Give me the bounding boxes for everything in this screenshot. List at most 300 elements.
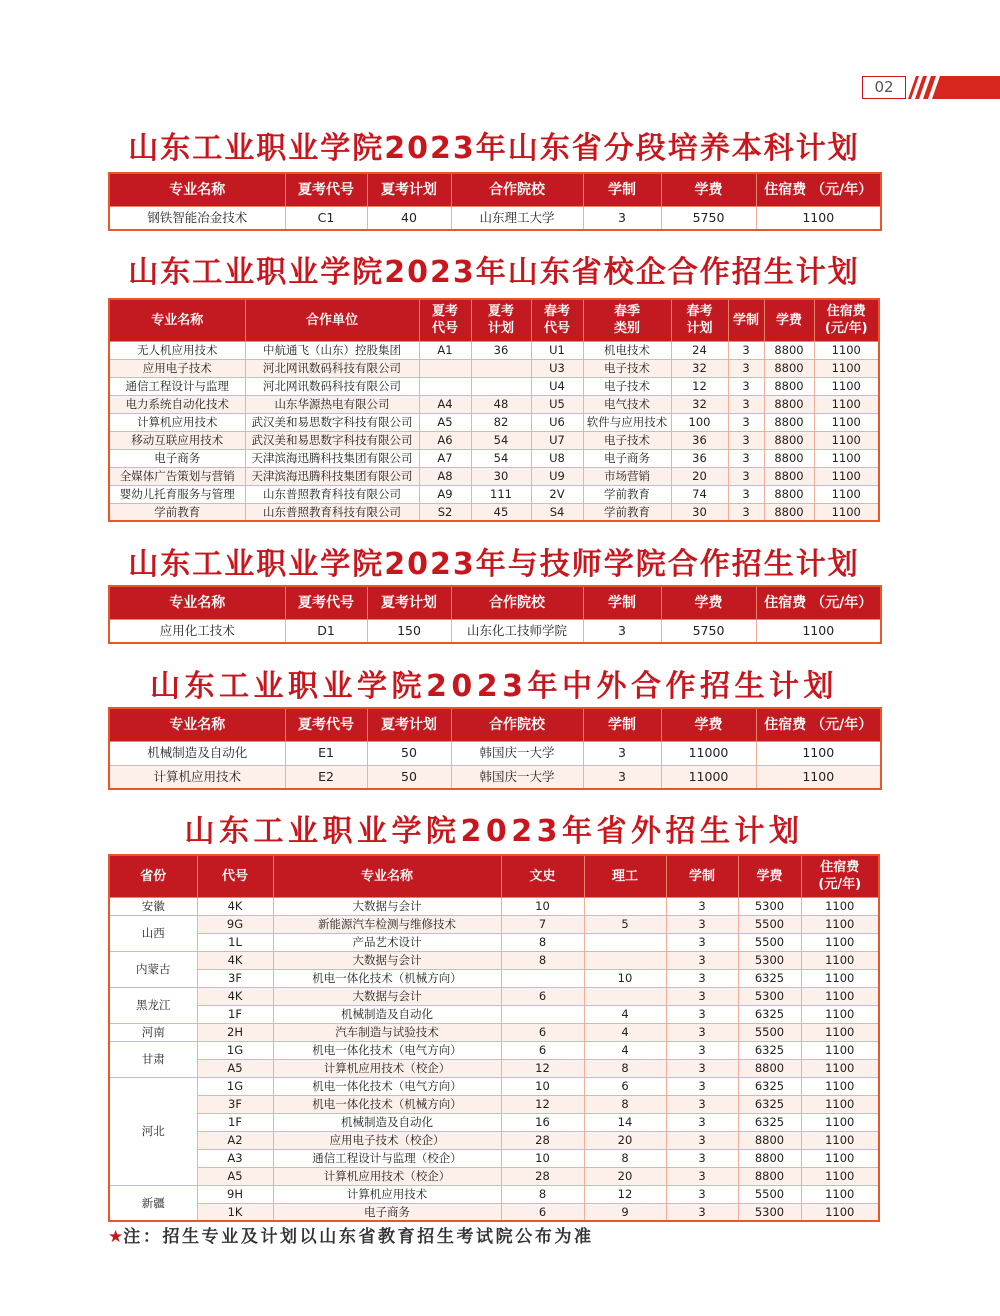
table-cell: U8 (531, 449, 583, 467)
table-row (109, 449, 879, 467)
table-cell: 1100 (756, 619, 881, 643)
table-body (109, 619, 881, 643)
table-cell: 3 (666, 915, 738, 933)
page-number: 02 (862, 76, 906, 99)
table-row (109, 1167, 879, 1185)
table-cell: 4 (584, 1005, 666, 1023)
table-cell: 计算机应用技术（校企） (273, 1059, 501, 1077)
table-cell: 机电技术 (583, 341, 671, 359)
table-cell: 3 (728, 503, 764, 521)
table-row (109, 395, 879, 413)
province-cell: 山西 (109, 915, 197, 951)
table-cell: 产品艺术设计 (273, 933, 501, 951)
table-row (109, 359, 879, 377)
table-cell: 1100 (814, 377, 879, 395)
province-cell: 河北 (109, 1077, 197, 1185)
column-header: 夏考计划 (367, 173, 451, 206)
table-cell: 3 (583, 765, 661, 789)
table-cell: 5500 (738, 933, 801, 951)
table-cell: 6325 (738, 1005, 801, 1023)
table-cell: 3 (666, 1059, 738, 1077)
table-cell: E1 (285, 741, 367, 765)
table-cell: 大数据与会计 (273, 951, 501, 969)
table-cell (419, 359, 471, 377)
table-cell: 3 (666, 1113, 738, 1131)
column-header: 合作院校 (451, 173, 583, 206)
province-cell: 内蒙古 (109, 951, 197, 987)
column-header: 夏考 计划 (471, 299, 531, 341)
footnote (108, 1227, 708, 1248)
table-cell: 36 (671, 431, 728, 449)
table-cell: 1100 (801, 1005, 879, 1023)
footnote-text: 注：招生专业及计划以山东省教育招生考试院公布为准 (123, 1227, 594, 1247)
table-cell: 6325 (738, 1077, 801, 1095)
table-cell: 8800 (764, 359, 814, 377)
table-cell: 30 (671, 503, 728, 521)
column-header: 住宿费 (元/年) (814, 299, 879, 341)
table-cell: 3 (666, 933, 738, 951)
table-cell: 电力系统自动化技术 (109, 395, 245, 413)
table-cell: 82 (471, 413, 531, 431)
table-cell: S4 (531, 503, 583, 521)
table-cell: 1F (197, 1113, 273, 1131)
header-row (109, 299, 879, 341)
table-cell: 3 (583, 619, 661, 643)
table-cell: 11000 (661, 765, 756, 789)
table-cell: 5750 (661, 206, 756, 230)
table-cell: 3 (728, 485, 764, 503)
column-header: 夏考代号 (285, 586, 367, 619)
table-cell (501, 1005, 584, 1023)
table-cell: 计算机应用技术 (109, 765, 285, 789)
table-row (109, 377, 879, 395)
table-cell: 3 (583, 206, 661, 230)
table-row (109, 951, 879, 969)
table-cell: 电子商务 (273, 1203, 501, 1221)
column-header: 合作单位 (245, 299, 419, 341)
table-cell: 无人机应用技术 (109, 341, 245, 359)
table-row (109, 987, 879, 1005)
table-cell: U4 (531, 377, 583, 395)
table-cell: 3 (666, 951, 738, 969)
table-cell: 12 (501, 1059, 584, 1077)
table-row (109, 1041, 879, 1059)
table-row (109, 1095, 879, 1113)
table-cell: 山东普照教育科技有限公司 (245, 503, 419, 521)
table-row (109, 619, 881, 643)
table-cell: 50 (367, 765, 451, 789)
table-cell: 8 (584, 1095, 666, 1113)
table-cell: 20 (671, 467, 728, 485)
table-cell: 1100 (801, 1059, 879, 1077)
table-cell: 11000 (661, 741, 756, 765)
table-cell: 山东化工技师学院 (451, 619, 583, 643)
table-cell: 28 (501, 1131, 584, 1149)
column-header: 专业名称 (273, 855, 501, 897)
table-cell: 软件与应用技术 (583, 413, 671, 431)
table-cell: 电子商务 (583, 449, 671, 467)
table-cell: 8 (501, 951, 584, 969)
table-cell: 54 (471, 449, 531, 467)
column-header: 代号 (197, 855, 273, 897)
table-row (109, 1131, 879, 1149)
table-cell: 10 (501, 1149, 584, 1167)
table-body (109, 341, 879, 521)
column-header: 春考 代号 (531, 299, 583, 341)
table-cell: 3 (728, 413, 764, 431)
table-row (109, 1077, 879, 1095)
column-header: 省份 (109, 855, 197, 897)
table-cell: 1100 (756, 765, 881, 789)
table-cell: 3 (666, 897, 738, 915)
table-cell: 6 (501, 1203, 584, 1221)
table-cell: 汽车制造与试验技术 (273, 1023, 501, 1041)
table-cell: 28 (501, 1167, 584, 1185)
table-cell: 3 (666, 1023, 738, 1041)
table-header (109, 855, 879, 897)
column-header: 文史 (501, 855, 584, 897)
table-cell: 4 (584, 1023, 666, 1041)
table-cell: 电子技术 (583, 377, 671, 395)
column-header: 学费 (661, 173, 756, 206)
table-cell: A4 (419, 395, 471, 413)
table-row (109, 1005, 879, 1023)
table-cell: 6 (584, 1077, 666, 1095)
column-header: 住宿费 （元/年） (756, 173, 881, 206)
table-cell: 5500 (738, 1185, 801, 1203)
table-cell: 3 (666, 1203, 738, 1221)
table-out-of-province-plan (108, 854, 880, 1222)
table-cell: 计算机应用技术 (109, 413, 245, 431)
table-cell: 5 (584, 915, 666, 933)
column-header: 合作院校 (451, 586, 583, 619)
table-cell: 5750 (661, 619, 756, 643)
table-cell: 韩国庆一大学 (451, 741, 583, 765)
table-cell: 1F (197, 1005, 273, 1023)
table-cell: 48 (471, 395, 531, 413)
table-cell: 1100 (801, 1167, 879, 1185)
table-cell: 1100 (801, 933, 879, 951)
table-technician-coop-plan (108, 585, 882, 644)
table-cell: 1100 (814, 431, 879, 449)
table-cell: U3 (531, 359, 583, 377)
table-cell: 6 (501, 1041, 584, 1059)
table-cell: 40 (367, 206, 451, 230)
table-cell: 1100 (756, 741, 881, 765)
table-cell: 3 (666, 1095, 738, 1113)
table-row (109, 467, 879, 485)
column-header: 专业名称 (109, 708, 285, 741)
table-row (109, 969, 879, 987)
table-cell: 10 (501, 1077, 584, 1095)
section-title-out-of-province: 山东工业职业学院2023年省外招生计划 (184, 814, 804, 849)
table-cell: A7 (419, 449, 471, 467)
table-cell (584, 897, 666, 915)
table-cell: 大数据与会计 (273, 897, 501, 915)
table-cell: 8800 (764, 341, 814, 359)
table-cell: 3 (728, 449, 764, 467)
table-cell: 8800 (738, 1131, 801, 1149)
table-cell: 3 (728, 341, 764, 359)
table-cell: 1100 (814, 485, 879, 503)
table-cell: A3 (197, 1149, 273, 1167)
table-cell: 1100 (814, 449, 879, 467)
table-cell (584, 951, 666, 969)
table-cell: 中航通飞（山东）控股集团 (245, 341, 419, 359)
table-cell: 1100 (801, 1185, 879, 1203)
table-cell (501, 969, 584, 987)
table-cell: 1100 (801, 1095, 879, 1113)
table-cell: 12 (501, 1095, 584, 1113)
table-cell: 1100 (756, 206, 881, 230)
table-cell: 4K (197, 987, 273, 1005)
table-cell: 8800 (764, 467, 814, 485)
header-row (109, 855, 879, 897)
table-cell: 8800 (764, 449, 814, 467)
table-cell: A5 (419, 413, 471, 431)
table-sino-foreign-plan (108, 707, 882, 790)
table-cell: 1100 (801, 897, 879, 915)
table-cell: 3 (666, 1149, 738, 1167)
column-header: 住宿费 (元/年) (801, 855, 879, 897)
column-header: 学制 (666, 855, 738, 897)
column-header: 学费 (661, 708, 756, 741)
table-cell: D1 (285, 619, 367, 643)
column-header: 住宿费 （元/年） (756, 586, 881, 619)
table-cell: 30 (471, 467, 531, 485)
table-header (109, 173, 881, 206)
table-row (109, 933, 879, 951)
table-cell: 5500 (738, 1023, 801, 1041)
table-header (109, 708, 881, 741)
table-row (109, 1185, 879, 1203)
table-cell: 1100 (801, 1203, 879, 1221)
table-cell: 5300 (738, 951, 801, 969)
table-cell: 8 (501, 1185, 584, 1203)
table-cell: 3F (197, 969, 273, 987)
column-header: 学制 (583, 173, 661, 206)
star-icon: ★ (108, 1227, 124, 1247)
table-cell: 天津滨海迅腾科技集团有限公司 (245, 467, 419, 485)
table-cell: 学前教育 (109, 503, 245, 521)
table-cell: 武汉美和易思数字科技有限公司 (245, 413, 419, 431)
table-cell: 钢铁智能冶金技术 (109, 206, 285, 230)
table-row (109, 765, 881, 789)
column-header: 住宿费 （元/年） (756, 708, 881, 741)
table-cell: 武汉美和易思数字科技有限公司 (245, 431, 419, 449)
column-header: 夏考代号 (285, 173, 367, 206)
table-cell: U5 (531, 395, 583, 413)
table-cell: 3 (728, 467, 764, 485)
table-cell: 20 (584, 1167, 666, 1185)
table-cell: 天津滨海迅腾科技集团有限公司 (245, 449, 419, 467)
table-cell: 山东理工大学 (451, 206, 583, 230)
table-cell: 150 (367, 619, 451, 643)
table-cell: 5300 (738, 1203, 801, 1221)
table-cell: 9H (197, 1185, 273, 1203)
table-body (109, 206, 881, 230)
table-row (109, 897, 879, 915)
table-cell: 8800 (738, 1149, 801, 1167)
table-cell: A6 (419, 431, 471, 449)
table-cell: 8800 (738, 1059, 801, 1077)
province-cell: 安徽 (109, 897, 197, 915)
table-cell: 8800 (764, 377, 814, 395)
table-cell: 3 (666, 1005, 738, 1023)
table-cell: 大数据与会计 (273, 987, 501, 1005)
table-cell: 1100 (814, 467, 879, 485)
table-cell: 韩国庆一大学 (451, 765, 583, 789)
table-cell: 学前教育 (583, 485, 671, 503)
table-row (109, 413, 879, 431)
column-header: 学费 (764, 299, 814, 341)
table-cell: 应用电子技术（校企） (273, 1131, 501, 1149)
table-row (109, 206, 881, 230)
table-cell: 8 (501, 933, 584, 951)
table-cell: 应用电子技术 (109, 359, 245, 377)
table-cell: U9 (531, 467, 583, 485)
table-cell: A5 (197, 1167, 273, 1185)
column-header: 夏考计划 (367, 708, 451, 741)
table-cell (471, 377, 531, 395)
table-row (109, 915, 879, 933)
table-cell: 6325 (738, 969, 801, 987)
table-cell: 3 (728, 431, 764, 449)
table-row (109, 1113, 879, 1131)
header-row (109, 173, 881, 206)
table-cell: U7 (531, 431, 583, 449)
table-cell: 机械制造及自动化 (273, 1005, 501, 1023)
table-cell: 3 (666, 1185, 738, 1203)
table-cell: 111 (471, 485, 531, 503)
column-header: 专业名称 (109, 586, 285, 619)
column-header: 专业名称 (109, 299, 245, 341)
table-cell: 3 (728, 377, 764, 395)
table-cell: 4 (584, 1041, 666, 1059)
table-cell: 全媒体广告策划与营销 (109, 467, 245, 485)
table-row (109, 1149, 879, 1167)
table-cell: 1100 (814, 503, 879, 521)
table-row (109, 431, 879, 449)
table-row (109, 341, 879, 359)
table-cell: 74 (671, 485, 728, 503)
table-cell: 1100 (814, 413, 879, 431)
table-cell: 50 (367, 741, 451, 765)
table-row (109, 485, 879, 503)
table-cell: 1100 (801, 987, 879, 1005)
table-cell: 12 (671, 377, 728, 395)
table-cell: 8800 (764, 503, 814, 521)
table-cell: 6325 (738, 1041, 801, 1059)
table-cell: 36 (671, 449, 728, 467)
table-segmented-undergrad-plan (108, 172, 882, 231)
table-cell: A5 (197, 1059, 273, 1077)
table-cell: 6 (501, 987, 584, 1005)
table-cell: U1 (531, 341, 583, 359)
table-cell: 1100 (801, 951, 879, 969)
column-header: 学费 (738, 855, 801, 897)
table-cell: 32 (671, 395, 728, 413)
table-cell: 36 (471, 341, 531, 359)
table-cell: 3 (666, 1131, 738, 1149)
column-header: 学制 (728, 299, 764, 341)
table-row (109, 1059, 879, 1077)
table-cell: 机电一体化技术（电气方向） (273, 1077, 501, 1095)
table-body (109, 741, 881, 789)
table-cell: 计算机应用技术（校企） (273, 1167, 501, 1185)
table-cell: 8800 (738, 1167, 801, 1185)
table-cell (584, 987, 666, 1005)
table-cell: 1100 (801, 1131, 879, 1149)
column-header: 专业名称 (109, 173, 285, 206)
table-cell: 1100 (801, 915, 879, 933)
table-cell: 机电一体化技术（电气方向） (273, 1041, 501, 1059)
table-cell: 3 (666, 987, 738, 1005)
table-enterprise-coop-plan (108, 298, 880, 522)
table-cell: 8800 (764, 431, 814, 449)
table-cell: 5500 (738, 915, 801, 933)
table-cell: C1 (285, 206, 367, 230)
column-header: 夏考代号 (285, 708, 367, 741)
table-cell: A9 (419, 485, 471, 503)
column-header: 夏考计划 (367, 586, 451, 619)
table-cell: 机电一体化技术（机械方向） (273, 969, 501, 987)
table-cell: 24 (671, 341, 728, 359)
table-cell: 9 (584, 1203, 666, 1221)
table-cell: S2 (419, 503, 471, 521)
table-cell: 新能源汽车检测与维修技术 (273, 915, 501, 933)
table-cell (419, 377, 471, 395)
province-cell: 河南 (109, 1023, 197, 1041)
table-row (109, 741, 881, 765)
table-cell: 6 (501, 1023, 584, 1041)
table-cell: 1100 (801, 1149, 879, 1167)
table-cell: 8800 (764, 395, 814, 413)
section-title-technician-coop: 山东工业职业学院2023年与技师学院合作招生计划 (128, 547, 860, 582)
table-cell: 45 (471, 503, 531, 521)
column-header: 春考 计划 (671, 299, 728, 341)
table-cell: 1G (197, 1041, 273, 1059)
table-cell: 3 (666, 969, 738, 987)
section-title-segmented-undergrad: 山东工业职业学院2023年山东省分段培养本科计划 (128, 131, 860, 166)
table-cell: 应用化工技术 (109, 619, 285, 643)
table-row (109, 1023, 879, 1041)
table-cell: 移动互联应用技术 (109, 431, 245, 449)
table-row (109, 1203, 879, 1221)
table-cell: 6325 (738, 1113, 801, 1131)
column-header: 合作院校 (451, 708, 583, 741)
table-cell: 8 (584, 1059, 666, 1077)
table-cell: 1K (197, 1203, 273, 1221)
table-cell: 计算机应用技术 (273, 1185, 501, 1203)
table-cell: 电气技术 (583, 395, 671, 413)
table-cell: 4K (197, 897, 273, 915)
table-cell: 12 (584, 1185, 666, 1203)
table-cell: 3 (666, 1041, 738, 1059)
table-cell: A2 (197, 1131, 273, 1149)
table-cell: 20 (584, 1131, 666, 1149)
column-header: 理工 (584, 855, 666, 897)
table-cell: 机械制造及自动化 (273, 1113, 501, 1131)
table-cell: 山东普照教育科技有限公司 (245, 485, 419, 503)
table-cell: 1100 (801, 1077, 879, 1095)
table-cell (584, 933, 666, 951)
table-cell: 1L (197, 933, 273, 951)
province-cell: 黑龙江 (109, 987, 197, 1023)
table-cell: 3 (728, 395, 764, 413)
table-cell: 河北网讯数码科技有限公司 (245, 359, 419, 377)
table-cell: 通信工程设计与监理（校企） (273, 1149, 501, 1167)
